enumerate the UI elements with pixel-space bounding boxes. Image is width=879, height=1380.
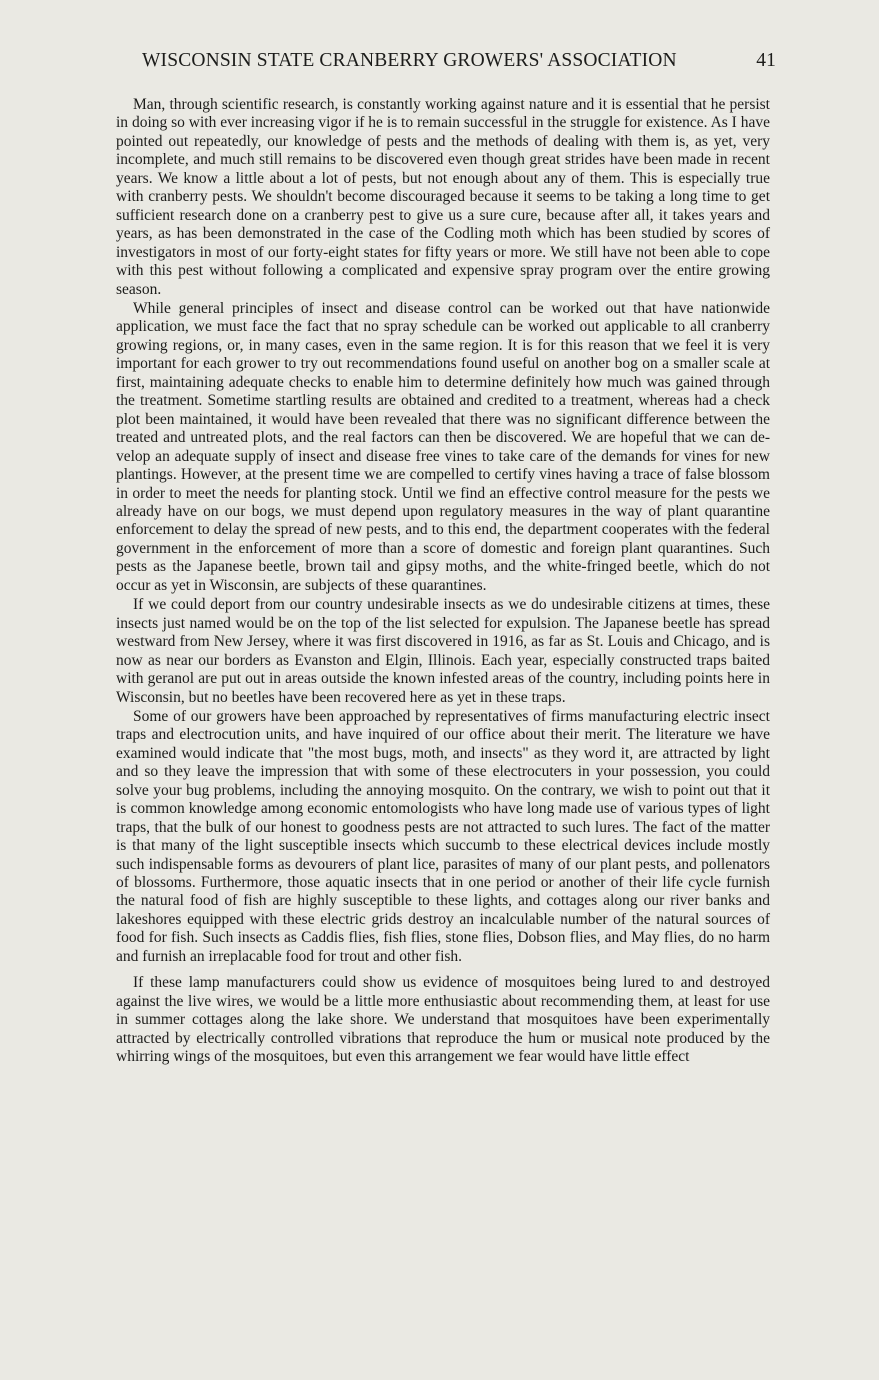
running-header-title: WISCONSIN STATE CRANBERRY GROWERS' ASSOCIATION (142, 50, 677, 71)
article-body (116, 96, 770, 1068)
running-header (142, 50, 776, 74)
paragraph: Man, through scientific research, is constantly working against nature and it is essential that he persist in doing so with ever increasing vigor if he is to remain successful in the struggle for existence. As I have pointed out repeatedly, our knowledge of pests and the methods of dealing with them is, as yet, very incomplete, and much still remains to be discovered even though great strides have been made in recent years. We know a little about a lot of pests, but not enough about any of them. This is especially true with cranberry pests. We shouldn't become discouraged because it seems to be taking a long time to get sufficient research done on a cranberry pest to give us a sure cure, because after all, it takes years and years, as has been demonstrated in the case of the Codling moth which has been studied by scores of investigators in most of our forty-eight states for fifty years or more. We still have not been able to cope with this pest without following a complicated and expensive spray program over the entire growing season. (116, 96, 770, 298)
page-number: 41 (756, 50, 776, 71)
paragraph: If these lamp manufacturers could show us evidence of mosquitoes being lured to and destroyed against the live wires, we would be a little more enthusiastic about recommending them, at least for use in summer cottages along the lake shore. We understand that mosquitoes have been experimentally attracted by electrically controlled vibrations that reproduce the hum or musical note produced by the whirring wings of the mosquitoes, but even this arrangement we fear would have little effect (116, 974, 770, 1066)
paragraph: Some of our growers have been approached by representatives of firms manufacturing electric insect traps and electrocution units, and have inquired of our office about their merit. The literature we have examined would indicate that "the most bugs, moth, and insects" as they word it, are attracted by light and so they leave the impression that with some of these electrocuters in your possession, you could solve your bug problems, including the annoying mosquito. On the contrary, we wish to point out that it is common knowledge among economic entomologists who have long made use of various types of light traps, that the bulk of our honest to goodness pests are not attracted to such lures. The fact of the matter is that many of the light susceptible insects which succumb to these electrical devices include mostly such indispensable forms as devourers of plant lice, parasites of many of our plant pests, and pollenators of blossoms. Furthermore, those aquatic insects that in one period or another of their life cycle furnish the natural food of fish are highly susceptible to these lights, and cottages along our river banks and lakeshores equipped with these electric grids destroy an incalculable number of the natural sources of food for fish. Such insects as Caddis flies, fish flies, stone flies, Dobson flies, and May flies, do no harm and furnish an irreplacable food for trout and other fish. (116, 707, 770, 965)
paragraph: If we could deport from our country undesirable insects as we do undesirable citizens at times, these insects just named would be on the top of the list selected for expulsion. The Japanese beetle has spread westward from New Jersey, where it was first discovered in 1916, as far as St. Louis and Chicago, and is now as near our borders as Evanston and Elgin, Illinois. Each year, especially constructed traps baited with geranol are put out in areas outside the known infested areas of the country, including points here in Wisconsin, but no beetles have been recovered here as yet in these traps. (116, 596, 770, 706)
paragraph: While general principles of insect and disease control can be worked out that have nationwide application, we must face the fact that no spray schedule can be worked out applicable to all cranberry growing regions, or, in many cases, even in the same region. It is for this reason that we feel it is very important for each grower to try out recommendations found useful on another bog on a smaller scale at first, maintaining adequate checks to enable him to determine definitely how much was gained through the treatment. Sometime startling results are obtained and credited to a treatment, whereas had a check plot been maintained, it would have been revealed that there was no significant difference between the treated and untreated plots, and the real factors can then be discovered. We are hopeful that we can develop an adequate supply of insect and disease free vines to take care of the demands for vines for new plantings. However, at the present time we are compelled to certify vines having a trace of false blossom in order to meet the needs for planting stock. Until we find an effective control measure for the pests we already have on our bogs, we must depend upon regulatory measures in the way of plant quarantine enforcement to delay the spread of new pests, and to this end, the department cooperates with the federal government in the enforcement of more than a score of domestic and foreign plant quarantines. Such pests as the Japanese beetle, brown tail and gipsy moths, and the white-fringed beetle, which do not occur as yet in Wisconsin, are subjects of these quarantines. (116, 299, 770, 594)
